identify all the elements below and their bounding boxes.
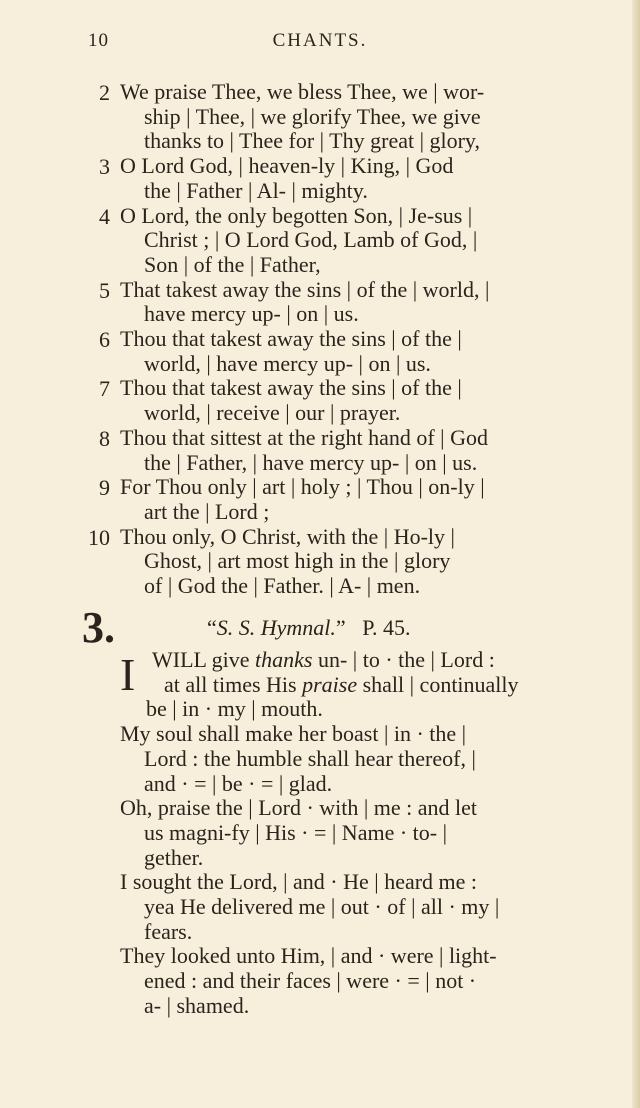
verse	[0, 278, 640, 327]
verse	[0, 204, 640, 278]
psalm-line: yea He delivered me | out · of | all · my |	[144, 894, 500, 920]
verse-line: Thou that sittest at the right hand of | God	[120, 424, 488, 450]
verse-number: 3	[99, 154, 110, 180]
source-title: S. S. Hymnal.	[216, 615, 336, 640]
verse	[0, 154, 640, 203]
verse-number: 9	[99, 475, 110, 501]
verse-number: 5	[99, 277, 110, 303]
psalm-line: us magni-fy | His · = | Name · to- |	[144, 819, 448, 845]
psalm-paragraph	[0, 870, 640, 944]
verse-number: 8	[99, 425, 110, 451]
verse-line: That takest away the sins | of the | world, |	[120, 276, 490, 302]
verse-line: Christ ; | O Lord God, Lamb of God, |	[144, 227, 478, 253]
verse-line: Thou that takest away the sins | of the |	[120, 375, 462, 401]
hymn-source	[207, 615, 410, 641]
verse-line: We praise Thee, we bless Thee, we | wor-	[120, 79, 485, 104]
verse-line: Ghost, | art most high in the | glory	[144, 548, 451, 574]
psalm-line: ened : and their faces | were · = | not ·	[144, 968, 477, 994]
psalm-paragraph	[0, 796, 640, 870]
psalm-line: fears.	[144, 918, 193, 944]
psalm-line: They looked unto Him, | and · were | light-	[120, 943, 497, 969]
page-edge	[632, 0, 640, 1108]
psalm-line: Lord : the humble shall hear thereof, |	[144, 745, 476, 771]
verse-line: the | Father | Al- | mighty.	[144, 177, 368, 203]
verse-number: 7	[99, 376, 110, 402]
verse-line: of | God the | Father. | A- | men.	[144, 573, 421, 599]
verse-line: O Lord, the only begotten Son, | Je-sus |	[120, 202, 473, 228]
psalm-line: be | in · my | mouth.	[146, 696, 323, 722]
verse-line: art the | Lord ;	[144, 498, 270, 524]
verse	[0, 80, 640, 154]
verse-line: have mercy up- | on | us.	[144, 301, 359, 327]
verse-line: O Lord God, | heaven-ly | King, | God	[120, 153, 454, 179]
verse	[0, 327, 640, 376]
verse	[0, 475, 640, 524]
emphasis: praise	[302, 671, 358, 697]
psalm-paragraph	[0, 722, 640, 796]
verse-line: world, | receive | our | prayer.	[144, 400, 401, 426]
verse	[0, 376, 640, 425]
drop-cap: I	[120, 649, 136, 700]
psalm-line: gether.	[144, 844, 204, 870]
emphasis: thanks	[255, 647, 313, 672]
psalm-paragraph	[0, 648, 640, 722]
hymn-heading	[0, 603, 640, 653]
verse-number: 4	[99, 203, 110, 229]
verse-line: thanks to | Thee for | Thy great | glory,	[144, 128, 481, 154]
psalm-line: I sought the Lord, | and · He | heard me :	[120, 869, 478, 895]
verse-line: the | Father, | have mercy up- | on | us.	[144, 449, 478, 475]
psalm-line: Oh, praise the | Lord · with | me : and let	[120, 795, 478, 821]
psalm-line: WILL give thanks un- | to · the | Lord :	[152, 647, 495, 672]
chant-verses	[0, 80, 640, 599]
verse-line: Thou only, O Christ, with the | Ho-ly |	[120, 523, 455, 549]
page-number: 10	[88, 30, 109, 51]
verse-line: Thou that takest away the sins | of the |	[120, 326, 462, 352]
page-header	[0, 30, 640, 54]
running-title: CHANTS.	[272, 30, 368, 51]
psalm-text	[0, 648, 640, 1019]
hymn-number: 3.	[82, 603, 115, 652]
verse-line: Son | of the | Father,	[144, 251, 321, 277]
verse	[0, 525, 640, 599]
verse-line: For Thou only | art | holy ; | Thou | on-ly |	[120, 474, 485, 500]
verse	[0, 426, 640, 475]
psalm-line: and · = | be · = | glad.	[144, 770, 333, 796]
close-quote: ”	[335, 615, 346, 640]
psalm-line: at all times His praise shall | continually	[164, 671, 519, 697]
verse-number: 6	[99, 327, 110, 353]
psalm-line: My soul shall make her boast | in · the |	[120, 721, 467, 747]
verse-line: ship | Thee, | we glorify Thee, we give	[144, 103, 481, 129]
psalm-paragraph	[0, 944, 640, 1018]
page-reference: P. 45.	[362, 615, 411, 640]
verse-number: 2	[99, 80, 110, 105]
psalm-line: a- | shamed.	[144, 992, 250, 1018]
verse-line: world, | have mercy up- | on | us.	[144, 350, 431, 376]
verse-number: 10	[88, 524, 110, 550]
open-quote: “	[207, 615, 217, 640]
